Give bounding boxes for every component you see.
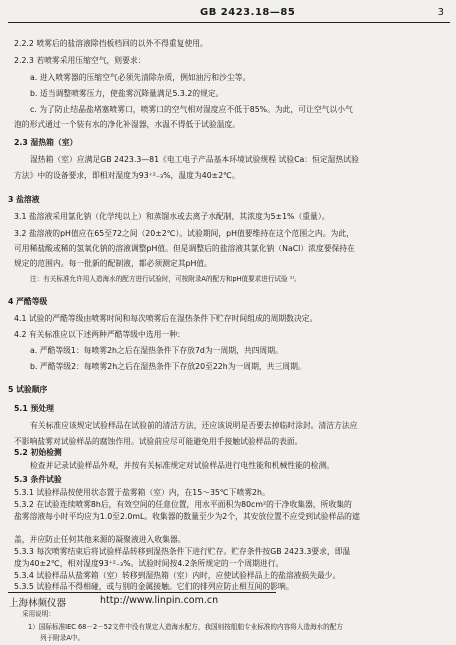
section-4-heading: 4 严酷等级: [8, 297, 48, 306]
clause-2-2-3-b: b. 适当调整喷雾压力，使盐雾沉降量满足5.3.2的规定。: [30, 89, 224, 98]
clause-5-3-5-overlay: 5.3.5 试验样品不得相碰，或与别的金属接触。它们的排列应防止相互间的影响。: [14, 582, 294, 591]
section-5-heading: 5 试验顺序: [8, 385, 48, 394]
standard-number: GB 2423.18—85: [200, 7, 296, 18]
clause-3-1: 3.1 盐溶液采用氯化钠（化学纯以上）和蒸馏水或去离子水配制，其浓度为5±1%（重量）。: [14, 212, 330, 221]
clause-3-2-cont1: 可用稀盐酸或稀的氢氧化钠的溶液调整pH值。但是调整后的盐溶液其氯化钠（NaCl）浓度要保持在: [14, 244, 355, 253]
company-name: 上海林频仪器: [9, 598, 67, 609]
clause-3-2-note: 注：有关标准允许用人造海水的配方进行试验时，可按附录A的配方和pH值要求进行试验 ¹⁾。: [30, 275, 301, 283]
clause-2-3-text: 湿热箱（室）应满足GB 2423.3—81《电工电子产品基本环境试验规程 试验Ca：恒定湿热试验: [30, 155, 359, 164]
footer-block: [0, 592, 456, 645]
clause-3-2-cont2: 规定的范围内。每一批新的配制液，都必须测定其pH值。: [14, 259, 212, 268]
clause-5-3-heading: 5.3 条件试验: [14, 475, 62, 484]
clause-2-2-3-c-cont: 泡的形式通过一个装有水的净化补湿器，水温不得低于试验温度。: [14, 120, 241, 129]
clause-4-2-b: b. 严酷等级2：每喷雾2h之后在湿热条件下存放20至22h为一周期，共三周期。: [30, 362, 306, 371]
clause-4-1: 4.1 试验的严酷等级由喷雾时间和每次喷雾后在湿热条件下贮存时间组成的周期数决定。: [14, 314, 318, 323]
clause-5-3-2-cont2: 盖，并应防止任何其他来源的凝聚液进入收集器。: [14, 535, 186, 544]
clause-3-2: 3.2 盐溶液的pH值应在65至72之间（20±2℃）。试验期间，pH值要维持在这个范围之内。为此，: [14, 229, 354, 238]
clause-2-2-3-c: c. 为了防止结晶盐堵塞喷雾口，喷雾口的空气相对湿度应不低于85%。为此，可让空气以小气: [30, 105, 353, 114]
clause-2-3-heading: 2.3 湿热箱（室）: [14, 138, 78, 147]
clause-5-3-3-overlay: 5.3.3 每次喷雾结束后将试验样品转移到湿热条件下进行贮存。贮存条件按GB 2423.3要求，即温: [14, 547, 351, 556]
page-header: [0, 6, 456, 22]
clause-5-2-text: 检查并记录试验样品外观，并按有关标准规定对试验样品进行电性能和机械性能的检测。: [30, 461, 335, 470]
clause-5-3-2: 5.3.2 在试验连续喷雾8h后，有效空间的任意位置，用水平面积为80cm²的干净收集器，所收集的: [14, 500, 352, 509]
footer-area: [0, 546, 456, 592]
page-number: 3: [437, 7, 444, 18]
section-3-heading: 3 盐溶液: [8, 195, 40, 204]
clause-5-2-heading: 5.2 初始检测: [14, 448, 62, 457]
clause-5-1-text-cont: 不影响盐雾对试验样品的腐蚀作用。试验前应尽可能避免用手接触试验样品的表面。: [14, 437, 303, 446]
clause-5-1-heading: 5.1 预处理: [14, 404, 54, 413]
clause-2-2-3: 2.2.3 若喷雾采用压缩空气，则要求：: [14, 56, 146, 65]
clause-2-2-3-a: a. 进入喷雾器的压缩空气必须先清除杂质，例如油污和沙尘等。: [30, 73, 251, 82]
company-website: http://www.linpin.com.cn: [100, 595, 219, 606]
clause-2-3-text-cont: 方法》中的设备要求，即相对湿度为93⁺²₋₃%，温度为40±2℃。: [14, 171, 240, 180]
clause-5-3-2-cont1: 盐雾溶液每小时平均应为1.0至2.0mL。收集器的数量至少为2个，其安放位置不应受到试验样品的遮: [14, 512, 360, 521]
footnote-1-cont: 列于附录A中。: [40, 634, 85, 642]
clause-2-2-2: 2.2.2 喷雾后的盐溶液除挡板档回的以外不得重复使用。: [14, 39, 208, 48]
adoption-label: 采用说明：: [22, 610, 55, 618]
clause-5-3-3-overlay-cont: 度为40±2℃，相对湿度93⁺²₋₃%。试验时间按4.2条所规定的一个周期进行。: [14, 559, 284, 568]
header-rule: [8, 22, 450, 23]
footnote-1: 1）国际标准IEC 68－2－52文件中没有规定人造海水配方，我国则按船舶专业标准的内容将人造海水的配方: [28, 623, 343, 631]
clause-5-3-4-overlay: 5.3.4 试验样品从盐雾箱（室）转移到湿热箱（室）内时，应使试验样品上的盐溶液损失最少。: [14, 571, 341, 580]
clause-4-2-a: a. 严酷等级1：每喷雾2h之后在湿热条件下存放7d为一周期，共四周期。: [30, 346, 283, 355]
clause-4-2: 4.2 有关标准应以下述两种严酷等级中选用一种：: [14, 330, 185, 339]
clause-5-1-text: 有关标准应该规定试验样品在试验前的清洁方法，还应该说明是否要去掉临时涂封。清洁方法应: [30, 421, 358, 430]
footer-rule: [8, 592, 276, 593]
clause-5-3-1: 5.3.1 试验样品按使用状态置于盐雾箱（室）内，在15～35℃下喷雾2h。: [14, 488, 270, 497]
